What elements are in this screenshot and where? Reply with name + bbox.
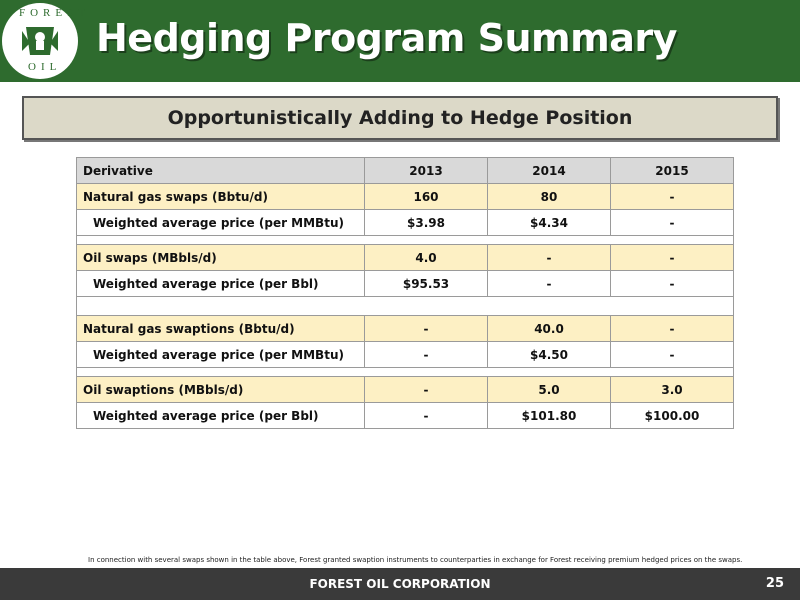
table-cell: - [488, 245, 611, 271]
row-label: Natural gas swaps (Bbtu/d) [77, 184, 365, 210]
footer-company-name: FOREST OIL CORPORATION [309, 577, 491, 591]
table-cell: - [365, 342, 488, 368]
logo-top-text: FOREST [19, 7, 90, 19]
table-row [77, 342, 734, 368]
row-label: Weighted average price (per MMBtu) [77, 210, 365, 236]
table-cell: 40.0 [488, 316, 611, 342]
table-cell: - [611, 342, 734, 368]
slide-header [0, 0, 800, 82]
table-cell: - [365, 377, 488, 403]
spacer-row [77, 368, 734, 377]
table-cell: - [611, 210, 734, 236]
page-title: Hedging Program Summary [96, 16, 677, 60]
table-cell: - [611, 271, 734, 297]
table-row [77, 245, 734, 271]
subtitle-banner [22, 96, 778, 140]
table-cell: 3.0 [611, 377, 734, 403]
table-header-row [77, 158, 734, 184]
table-cell: $4.34 [488, 210, 611, 236]
page-number: 25 [765, 576, 784, 591]
table-cell: $3.98 [365, 210, 488, 236]
table-cell: - [611, 316, 734, 342]
row-label: Natural gas swaptions (Bbtu/d) [77, 316, 365, 342]
column-header: 2014 [488, 158, 611, 184]
table-row [77, 403, 734, 429]
row-label: Oil swaptions (MBbls/d) [77, 377, 365, 403]
table-cell: $95.53 [365, 271, 488, 297]
table-cell: - [365, 403, 488, 429]
table-row [77, 210, 734, 236]
table-cell: - [488, 271, 611, 297]
column-header: Derivative [77, 158, 365, 184]
footnote: In connection with several swaps shown in the table above, Forest granted swaption instruments to counterparties in exchange for Forest receiving premium hedged prices on the swaps. [88, 556, 743, 564]
logo-bottom-text: OIL [28, 61, 62, 73]
table-cell: $101.80 [488, 403, 611, 429]
table-cell: - [611, 184, 734, 210]
spacer-row [77, 297, 734, 316]
table-row [77, 271, 734, 297]
column-header: 2015 [611, 158, 734, 184]
table-row [77, 316, 734, 342]
table-cell: 80 [488, 184, 611, 210]
keystone-icon [22, 23, 58, 59]
row-label: Weighted average price (per Bbl) [77, 403, 365, 429]
row-label: Weighted average price (per MMBtu) [77, 342, 365, 368]
table-cell: 5.0 [488, 377, 611, 403]
forest-oil-logo [2, 3, 90, 79]
spacer-row [77, 236, 734, 245]
table-cell: $4.50 [488, 342, 611, 368]
hedge-table [76, 157, 734, 429]
slide-footer [0, 568, 800, 600]
table-cell: - [611, 245, 734, 271]
table-cell: $100.00 [611, 403, 734, 429]
row-label: Oil swaps (MBbls/d) [77, 245, 365, 271]
subtitle-text: Opportunistically Adding to Hedge Position [167, 107, 633, 129]
column-header: 2013 [365, 158, 488, 184]
table-cell: 160 [365, 184, 488, 210]
table-row [77, 184, 734, 210]
row-label: Weighted average price (per Bbl) [77, 271, 365, 297]
table-cell: - [365, 316, 488, 342]
table-cell: 4.0 [365, 245, 488, 271]
table-row [77, 377, 734, 403]
